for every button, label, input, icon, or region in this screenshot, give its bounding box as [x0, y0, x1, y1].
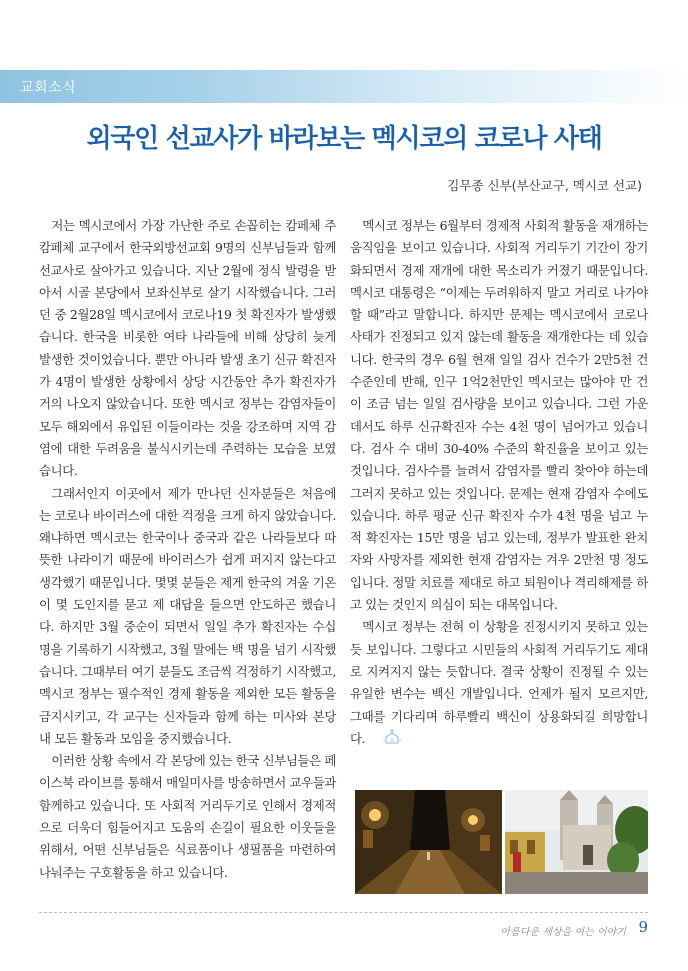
article-column-left: [39, 215, 336, 884]
paragraph-text: 멕시코 정부는 전혀 이 상황을 진정시키지 못하고 있는 듯 보입니다. 그렇다고 시민들의 사회적 거리두기도 제대로 지켜지지 않는 듯합니다. 결국 상황이 진정될 수 있는 유일한 변수는 백신 개발입니다. 언제가 될지 모르지만, 그때를 기다리며 하루빨리 백신이 상용화되길 희망합니다.: [350, 619, 648, 746]
magazine-name: 아름다운 세상을 여는 이야기: [500, 927, 626, 938]
paragraph: 이러한 상황 속에서 각 본당에 있는 한국 신부님들은 페이스북 라이브를 통해서 매일미사를 방송하면서 교우들과 함께하고 있습니다. 또 사회적 거리두기로 인해서 경제적으로 더욱더 힘들어지고 도움의 손길이 필요한 이웃들을 위해서, 어떤 신부님들은 식료품이나 생필품을 마련하여 나눠주는 구호활동을 하고 있습니다.: [39, 753, 336, 880]
paragraph: 그래서인지 이곳에서 제가 만나던 신자분들은 처음에는 코로나 바이러스에 대한 걱정을 크게 하지 않았습니다. 왜냐하면 멕시코는 한국이나 중국과 같은 나라들보다 따뜻한 나라이기 때문에 바이러스가 쉽게 퍼지지 않는다고 생각했기 때문입니다. 몇몇 분들은 제게 한국의 겨울 기온이 몇 도인지를 묻고 제 대답을 들으면 안도하곤 했습니다. 하지만 3월 중순이 되면서 일일 추가 확진자는 수십 명을 기록하기 시작했고, 3월 말에는 백 명을 넘기 시작했습니다. 그때부터 여기 분들도 조금씩 걱정하기 시작했고, 멕시코 정부는 필수적인 경제 활동을 제외한 모든 활동을 금지시키고, 각 교구는 신자들과 함께 하는 미사와 본당 내 모든 활동과 모임을 중지했습니다.: [39, 485, 336, 746]
footer-divider: [39, 912, 648, 913]
section-label: 교회소식: [20, 80, 77, 96]
article-byline: 김무종 신부(부산교구, 멕시코 선교): [447, 178, 642, 193]
article-title: 외국인 선교사가 바라보는 멕시코의 코로나 사태: [86, 124, 602, 154]
section-tab: [0, 70, 688, 103]
paragraph: [350, 616, 648, 751]
paragraph: 저는 멕시코에서 가장 가난한 주로 손꼽히는 캄페체 주 캄페체 교구에서 한국외방선교회 9명의 신부님들과 함께 선교사로 살아가고 있습니다. 지난 2월에 정식 발령을 받아서 시골 본당에서 보좌신부로 살기 시작했습니다. 그러던 중 2월28일 멕시코에서 코로나19 첫 확진자가 발생했습니다. 한국을 비롯한 여타 나라들에 비해 상당히 늦게 발생한 것이었습니다. 뿐만 아니라 발생 초기 신규 확진자가 4명이 발생한 상황에서 상당 시간동안 추가 확진자가 거의 나오지 않았습니다. 또한 멕시코 정부는 감염자들이 모두 해외에서 유입된 이들이라는 것을 강조하며 지역 감염에 대한 두려움을 불식시키는데 주력하는 모습을 보였습니다.: [39, 218, 336, 479]
church-end-icon: [369, 728, 401, 751]
paragraph: 멕시코 정부는 6월부터 경제적 사회적 활동을 재개하는 움직임을 보이고 있습니다. 사회적 거리두기 기간이 장기화되면서 경제 재개에 대한 목소리가 커졌기 때문입니다. 멕시코 대통령은 “이제는 두려워하지 말고 거리로 나가야 할 때”라고 말합니다. 하지만 문제는 멕시코에서 코로나 사태가 진정되고 있지 않는데 활동을 재개한다는 데 있습니다. 한국의 경우 6월 현재 일일 검사 건수가 2만5천 건 수준인데 반해, 인구 1억2천만인 멕시코는 많아야 만 건이 조금 넘는 일일 검사량을 보이고 있습니다. 그런 가운데서도 하루 신규확진자 수는 4천 명이 넘어가고 있습니다. 검사 수 대비 30-40% 수준의 확진율을 보이고 있는 것입니다. 검사수를 늘려서 감염자를 빨리 찾아야 하는데 그러지 못하고 있는 것입니다. 문제는 현재 감염자 수에도 있습니다. 하루 평균 신규 확진자 수가 4천 명을 넘고 누적 확진자는 15만 명을 넘고 있는데, 정부가 발표한 완치자와 사망자를 제외한 현재 감염자는 겨우 2만천 명 정도입니다. 정말 치료를 제대로 하고 퇴원이나 격리해제를 하고 있는 것인지 의심이 되는 대목입니다.: [350, 218, 648, 613]
cathedral-photo: [505, 790, 648, 894]
article-column-right: [350, 215, 648, 751]
street-night-photo: [355, 790, 502, 894]
page-number: 9: [638, 918, 648, 936]
